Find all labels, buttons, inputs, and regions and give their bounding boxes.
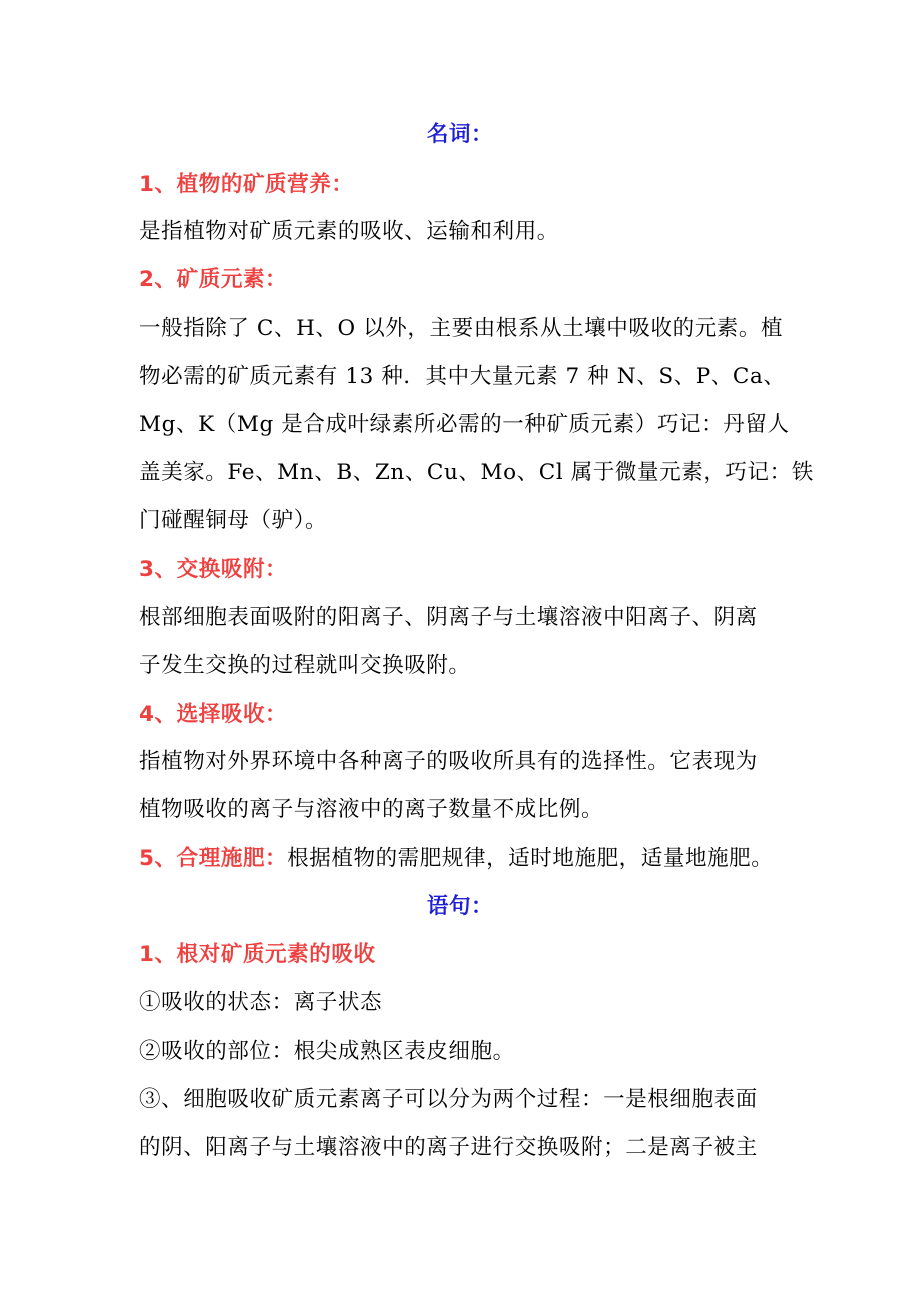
- term5-line: [139, 844, 773, 874]
- term4-body-line: 植物吸收的离子与溶液中的离子数量不成比例。: [139, 797, 604, 822]
- nouns-heading: 名词：: [426, 122, 494, 147]
- term3-body-line: 子发生交换的过程就叫交换吸附。: [139, 653, 471, 678]
- term4-body-line: 指植物对外界环境中各种离子的吸收所具有的选择性。它表现为: [139, 749, 758, 774]
- sentence1-point: 的阴、阳离子与土壤溶液中的离子进行交换吸附；二是离子被主: [139, 1135, 758, 1160]
- sentence1-point: ③、细胞吸收矿质元素离子可以分为两个过程：一是根细胞表面: [139, 1087, 758, 1112]
- term1-body-line: 是指植物对矿质元素的吸收、运输和利用。: [139, 219, 559, 244]
- sentence1-title: 1、根对矿质元素的吸收: [139, 942, 376, 967]
- term5-text: 根据植物的需肥规律，适时地施肥，适量地施肥。: [287, 846, 774, 871]
- term2-body-line: 一般指除了 C、H、O 以外，主要由根系从土壤中吸收的元素。植: [139, 316, 784, 341]
- term3-title: 3、交换吸附：: [139, 557, 288, 582]
- term2-body-line: 物必需的矿质元素有 13 种．其中大量元素 7 种 N、S、P、Ca、: [139, 364, 786, 389]
- term3-body-line: 根部细胞表面吸附的阳离子、阴离子与土壤溶液中阳离子、阴离: [139, 605, 758, 630]
- term2-body-line: Mg、K（Mg 是合成叶绿素所必需的一种矿质元素）巧记：丹留人: [139, 412, 790, 437]
- sentences-heading: 语句：: [426, 894, 494, 919]
- term2-title: 2、矿质元素：: [139, 267, 288, 292]
- term2-body-line: 盖美家。Fe、Mn、B、Zn、Cu、Mo、Cl 属于微量元素，巧记：铁: [139, 460, 814, 485]
- sentence1-point: ①吸收的状态：离子状态: [139, 990, 383, 1015]
- term1-title: 1、植物的矿质营养：: [139, 172, 354, 197]
- sentence1-point: ②吸收的部位：根尖成熟区表皮细胞。: [139, 1039, 515, 1064]
- term5-title: 5、合理施肥：: [139, 846, 288, 871]
- term4-title: 4、选择吸收：: [139, 702, 288, 727]
- term2-body-line: 门碰醒铜母（驴）。: [139, 508, 328, 533]
